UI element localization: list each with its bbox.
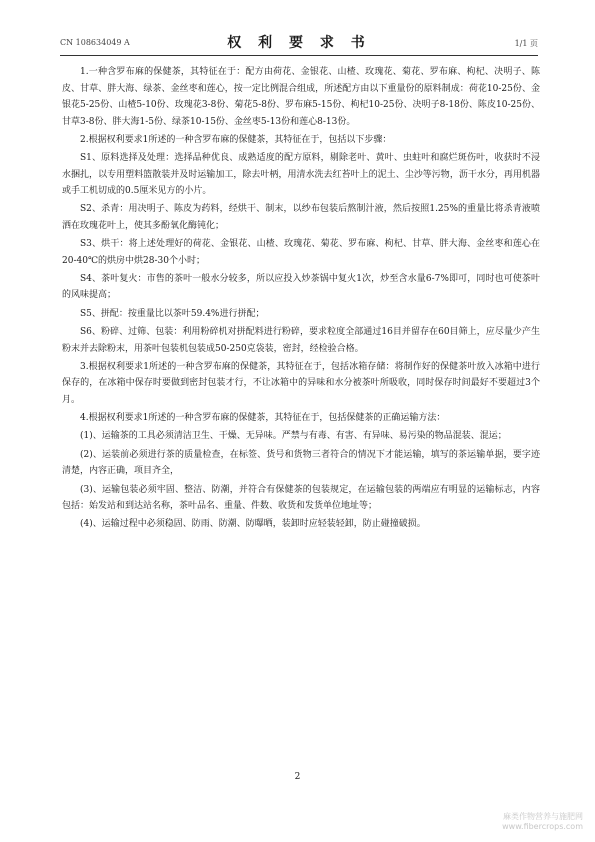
claim-paragraph: (4)、运输过程中必须稳固、防雨、防潮、防曝晒，装卸时应轻装轻卸，防止碰撞破损。 — [80, 519, 426, 530]
page-number: 2 — [294, 772, 301, 782]
claim-paragraph: (2)、运装前必须进行茶的质量检查，在标签、货号和货物三者符合的情况下才能运输，填写的茶运输单据，要字迹清楚，内容正确，项目齐全， — [62, 449, 540, 477]
claims-body — [62, 64, 540, 535]
claim-paragraph: (3)、运输包装必须牢固、整洁、防潮，并符合有保健茶的包装规定，在运输包装的两端应有明显的运输标志，内容包括：始发站和到达站名称，茶叶品名、重量、件数、收货和发货单位地址等； — [62, 484, 540, 512]
watermark — [502, 812, 583, 832]
claim-paragraph: 1.一种含罗布麻的保健茶，其特征在于：配方由荷花、金银花、山楂、玫瑰花、菊花、罗布麻、枸杞、决明子、陈皮、甘草、胖大海、绿茶、金丝枣和莲心，按一定比例混合组成，所述配方由以下重量份的原料制成：荷花10-25份、金银花5-25份、山楂5-10份、玫瑰花3-8份、菊花5-8份、罗布麻5-15份、枸杞10-25份、决明子8-18份、陈皮10-25份、甘草3-8份、胖大海1-5份、绿茶10-15份、金丝枣5-13份和莲心8-13份。 — [62, 67, 540, 127]
claim-paragraph: S5、拼配：按重量比以茶叶59.4%进行拼配； — [80, 308, 265, 319]
claim-paragraph: 2.根据权利要求1所述的一种含罗布麻的保健茶，其特征在于，包括以下步骤： — [80, 134, 392, 145]
page-indicator: 1/1 页 — [514, 39, 538, 48]
patent-number: CN 108634049 A — [60, 38, 130, 47]
page-header — [60, 32, 538, 52]
claim-paragraph: 3.根据权利要求1所述的一种含罗布麻的保健茶，其特征在于，包括冰箱存储：将制作好的保健茶叶放入冰箱中进行保存的，在冰箱中保存时要做到密封包装才行，不让冰箱中的异味和水分被茶叶所吸收，同时保存时间最好不要超过3个月。 — [62, 361, 540, 405]
claim-paragraph: S4、茶叶复火：市售的茶叶一般水分较多，所以应投入炒茶锅中复火1次，炒至含水量6-7%即可，同时也可使茶叶的风味提高； — [62, 273, 540, 301]
document-title: 权 利 要 求 书 — [227, 35, 371, 51]
claim-paragraph: S6、粉碎、过筛、包装：利用粉碎机对拼配料进行粉碎，要求粒度全部通过16目并留存在60目筛上，应尽量少产生粉末并去除粉末，用茶叶包装机包装成50-250克袋装，密封，经检验合格。 — [62, 327, 540, 354]
claim-paragraph: S3、烘干：将上述处理好的荷花、金银花、山楂、玫瑰花、菊花、罗布麻、枸杞、甘草、胖大海、金丝枣和莲心在20-40℃的烘房中烘28-30个小时； — [62, 239, 540, 266]
watermark-line-1: 麻类作物营养与施肥网 — [503, 812, 583, 821]
claim-paragraph: 4.根据权利要求1所述的一种含罗布麻的保健茶，其特征在于，包括保健茶的正确运输方法： — [80, 413, 446, 424]
watermark-line-2: www.fibercrops.com — [502, 822, 583, 831]
claim-paragraph: (1)、运输茶的工具必须清洁卫生、干燥、无异味。严禁与有毒、有害、有异味、易污染的物品混装、混运； — [80, 431, 507, 442]
header-divider — [60, 55, 538, 56]
claim-paragraph: S2、杀青：用决明子、陈皮为药料，经烘干、制末，以纱布包装后熬制汁液，然后按照1.25%的重量比将杀青液喷洒在玫瑰花叶上，使其多酚氧化酶钝化； — [62, 204, 540, 231]
claim-paragraph: S1、原料选择及处理：选择品种优良、成熟适度的配方原料，剔除老叶、黄叶、虫蛀叶和腐烂斑伤叶，收获时不浸水捆扎，以专用塑料篮散装并及时运输加工，除去叶柄，用清水洗去红苔叶上的泥土、尘沙等污物，沥干水分，再用机器或手工机切成的0.5厘米见方的小片。 — [62, 153, 540, 197]
